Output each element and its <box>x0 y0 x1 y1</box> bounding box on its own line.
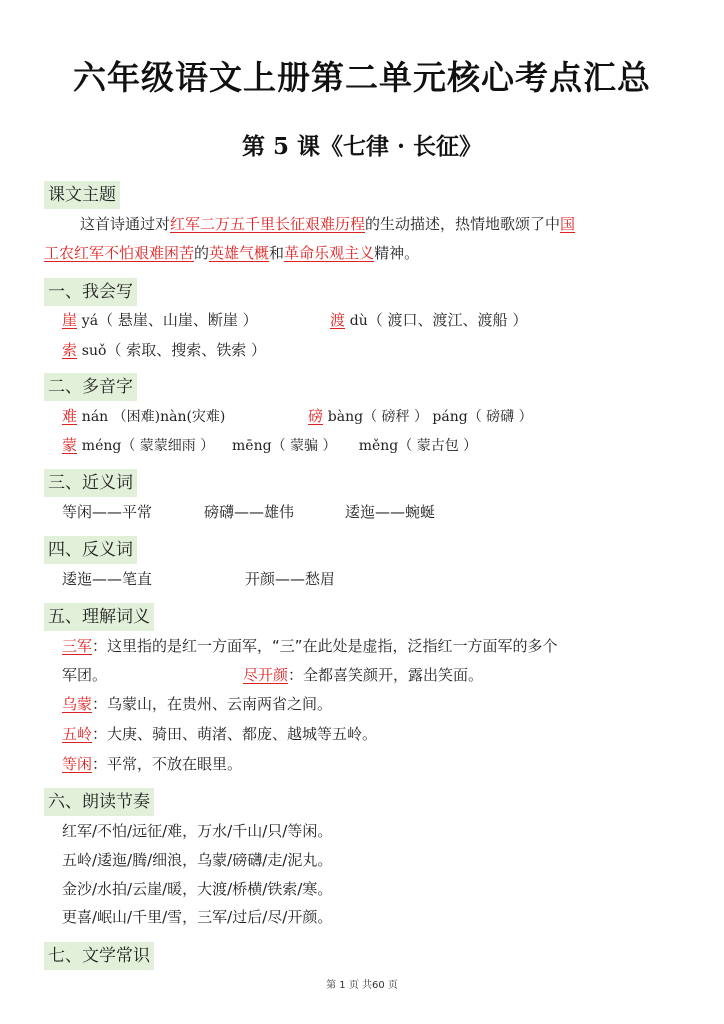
readings: nán （困难)nàn(灾难) <box>81 409 226 425</box>
antonym-pair: 逶迤——笔直 <box>62 570 153 588</box>
definition: ：平常，不放在眼里。 <box>92 755 243 773</box>
section-heading-antonyms: 四、反义词 <box>44 536 137 564</box>
meaning-item <box>62 724 377 744</box>
text: 精神。 <box>374 244 420 262</box>
meaning-item <box>243 665 483 685</box>
section-heading-synonyms: 三、近义词 <box>44 469 137 497</box>
meaning-item <box>62 694 332 714</box>
theme-paragraph-line1 <box>80 214 575 234</box>
synonym-pair: 磅礴——雄伟 <box>204 503 295 521</box>
write-item <box>62 340 266 361</box>
words: （ 悬崖、山崖、断崖 ） <box>98 311 258 329</box>
meaning-item <box>62 754 242 774</box>
definition: ：乌蒙山，在贵州、云南两省之间。 <box>92 695 333 713</box>
page-title: 六年级语文上册第二单元核心考点汇总 <box>73 58 651 97</box>
section-heading-literature: 七、文学常识 <box>44 942 154 970</box>
polyphone-item <box>62 406 225 427</box>
synonym-pair: 等闲——平常 <box>62 503 153 521</box>
words: （ 渡口、渡江、渡船 ） <box>367 311 528 329</box>
section-heading-theme: 课文主题 <box>44 181 120 209</box>
words: （ 索取、搜索、铁索 ） <box>106 341 266 359</box>
meaning-continuation: 军团。 <box>62 666 108 684</box>
synonym-pair: 逶迤——蜿蜒 <box>345 503 436 521</box>
antonym-pair: 开颜——愁眉 <box>245 570 336 588</box>
section-heading-rhythm: 六、朗读节奏 <box>44 788 154 816</box>
highlight: 革命乐观主义 <box>284 244 375 262</box>
readings: méng（ 蒙蒙细雨 ） mēng（ 蒙骗 ） měng（ 蒙古包 ） <box>81 438 478 454</box>
section-heading-write: 一、我会写 <box>44 278 137 306</box>
text: 的生动描述，热情地歌颂了中 <box>365 215 561 233</box>
poem-line: 红军/不怕/远征/难，万水/千山/只/等闲。 <box>62 822 333 840</box>
char: 磅 <box>308 407 324 425</box>
text: 这首诗通过对 <box>80 215 171 233</box>
pinyin: dù <box>349 313 368 329</box>
write-item <box>330 310 527 331</box>
theme-paragraph-line2 <box>44 243 419 263</box>
section-heading-polyphone: 二、多音字 <box>44 373 137 401</box>
char: 蒙 <box>62 436 78 454</box>
polyphone-item <box>308 406 533 427</box>
text: 和 <box>269 244 285 262</box>
poem-line: 金沙/水拍/云崖/暖，大渡/桥横/铁索/寒。 <box>62 880 333 898</box>
poem-line: 五岭/逶迤/腾/细浪，乌蒙/磅礴/走/泥丸。 <box>62 851 333 869</box>
write-item <box>62 310 258 331</box>
char: 渡 <box>330 311 346 329</box>
highlight: 红军二万五千里长征艰难历程 <box>170 215 366 233</box>
section-heading-meanings: 五、理解词义 <box>44 603 154 631</box>
poem-line: 更喜/岷山/千里/雪，三军/过后/尽/开颜。 <box>62 908 333 926</box>
pinyin: yá <box>81 313 99 329</box>
page-footer: 第 1 页 共60 页 <box>326 980 398 991</box>
polyphone-item <box>62 435 477 456</box>
char: 难 <box>62 407 78 425</box>
highlight: 工农红军不怕艰难困苦 <box>44 244 195 262</box>
char: 崖 <box>62 311 78 329</box>
char: 索 <box>62 341 78 359</box>
highlight: 英雄气概 <box>209 244 270 262</box>
term: 三军 <box>62 637 93 655</box>
term: 尽开颜 <box>243 666 289 684</box>
text: 的 <box>194 244 210 262</box>
definition: ：这里指的是红一方面军，“三”在此处是虚指，泛指红一方面军的多个 <box>92 637 558 655</box>
term: 乌蒙 <box>62 695 93 713</box>
highlight: 国 <box>560 215 576 233</box>
term: 等闲 <box>62 755 93 773</box>
pinyin: suǒ <box>81 343 107 359</box>
definition: ：大庚、骑田、萌渚、都庞、越城等五岭。 <box>92 725 378 743</box>
term: 五岭 <box>62 725 93 743</box>
meaning-item <box>62 636 558 656</box>
definition: ：全都喜笑颜开，露出笑面。 <box>288 666 484 684</box>
readings: bàng（ 磅秤 ） páng（ 磅礴 ） <box>327 409 533 425</box>
lesson-title: 第 5 课《七律 · 长征》 <box>241 133 483 160</box>
